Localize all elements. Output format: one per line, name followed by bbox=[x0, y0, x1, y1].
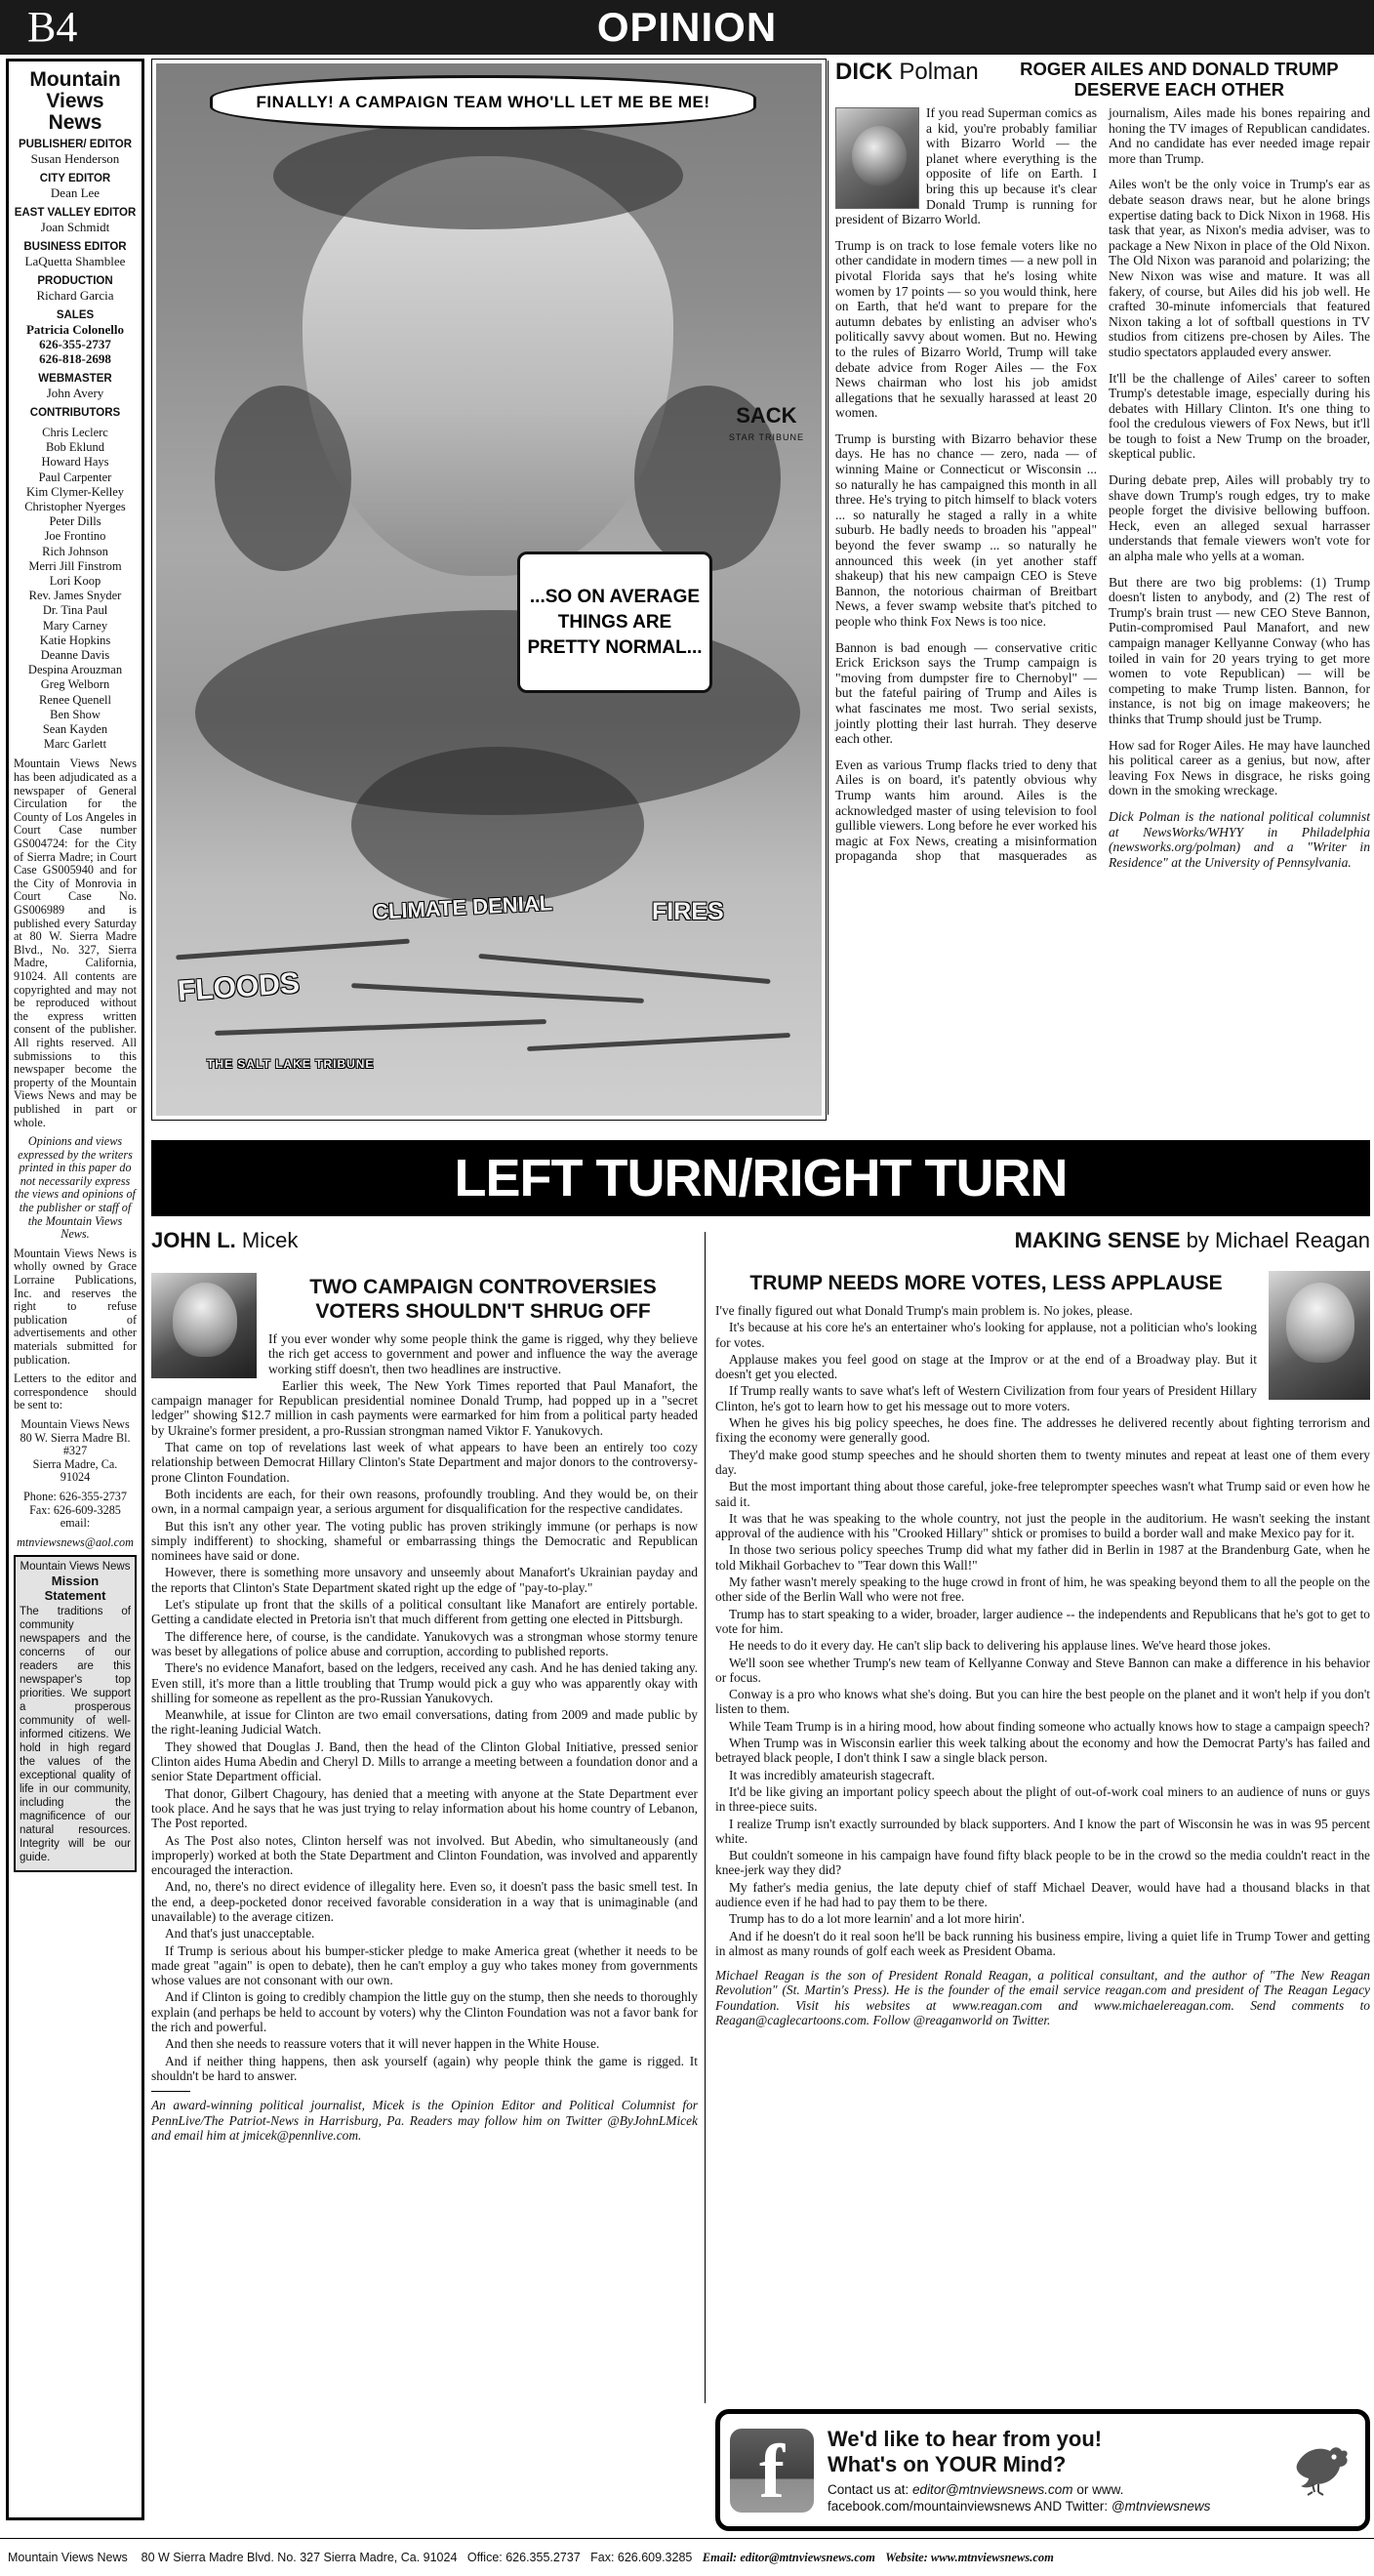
contributor-name: Marc Garlett bbox=[43, 737, 107, 752]
micek-paragraph: They showed that Douglas J. Band, then the head of the Clinton Global Initiative, pressed senior Clinton aides Huma Abedin and Cheryl D. Mills to arrange a meeting between a foundation donor and a senior State Department official. bbox=[151, 1738, 698, 1784]
staff-role: SALES bbox=[56, 309, 95, 321]
masthead-title bbox=[14, 69, 137, 134]
polman-headshot bbox=[835, 107, 919, 209]
micek-paragraph: And if Clinton is going to credibly champion the little guy on the stump, then she needs to thoroughly explain (and perhaps be held to account by voters) why the Clinton Foundation was not a favor bank for the rich and powerful. bbox=[151, 1989, 698, 2035]
reagan-paragraph: When he gives his big policy speeches, he does fine. The addresses he delivered recently about fighting terrorism and fixing the economy were generally good. bbox=[715, 1415, 1370, 1446]
reagan-paragraph: Applause makes you feel good on stage at the Improv or at the end of a Broadway play. But it doesn't get you elected. bbox=[715, 1351, 1257, 1382]
micek-paragraph: And that's just unacceptable. bbox=[165, 1926, 315, 1942]
masthead-title-line: Mountain bbox=[29, 68, 121, 91]
staff-name: Susan Henderson bbox=[30, 151, 120, 166]
staff-name: Dean Lee bbox=[50, 185, 101, 200]
editorial-cartoon-image bbox=[156, 63, 822, 1116]
contributor-name: Chris Leclerc bbox=[42, 426, 108, 439]
micek-paragraph: There's no evidence Manafort, based on the ledgers, received any cash. And he has denied taking any. Even still, it's more than a little troubling that Trump would pick a guy who was apparently okay with shilling for someone as repellent as the pro-Russian Yanukovych. bbox=[151, 1660, 698, 1705]
cartoon-speech-bubble-bottom: ...SO ON AVERAGE THINGS ARE PRETTY NORMAL... bbox=[517, 552, 712, 693]
polman-paragraph: If you read Superman comics as a kid, you're probably familiar with Bizarro World — the planet where everything is the opposite of life on Earth. I bring this up because it's clear Donald Trump is running for president of Bizarro World. bbox=[835, 105, 1097, 227]
column-divider bbox=[705, 1232, 706, 2403]
contributor-name: Christopher Nyerges bbox=[24, 500, 126, 514]
staff-name: John Avery bbox=[46, 386, 104, 400]
legal-ownership: Mountain Views News is wholly owned by Grace Lorraine Publications, Inc. and reserves the right to refuse publication of advertisements and other materials submitted for publication. bbox=[14, 1246, 137, 1367]
reagan-paragraph: My father wasn't merely speaking to the huge crowd in front of him, he was speaking beyond them to all the people on the other side of the Berlin Wall who were not free. bbox=[715, 1574, 1370, 1605]
polman-paragraph: Trump is on track to lose female voters like no other candidate in modern times — a new poll in pivotal Florida says that he's losing white women by 17 points — so you would think, here on Earth, that he'd want to prepare for the autumn debates by enlisting an adviser who's politically savvy about women. But no. Hewing to the rules of Bizarro World, Trump will take debate advice from Roger Ailes — the Fox News chairman who lost his job amidst allegations that he sexually harassed at least 20 women. bbox=[835, 237, 1097, 421]
staff-role: WEBMASTER bbox=[38, 373, 112, 385]
contributor-name: Rev. James Snyder bbox=[28, 589, 122, 603]
micek-tagline-rule bbox=[151, 2091, 190, 2092]
staff-list bbox=[14, 139, 137, 400]
micek-paragraph: Let's stipulate up front that the skills of a political consultant like Manafort are entirely portable. Getting a candidate elected in Pretoria isn't that much different from getting one elected in Pittsburgh. bbox=[151, 1597, 698, 1627]
reagan-paragraph: I've finally figured out what Donald Trump's main problem is. No jokes, please. bbox=[715, 1303, 1133, 1318]
reagan-paragraph: When Trump was in Wisconsin earlier this week talking about the economy and how the Democrat Party's has failed and betrayed black people, I don't think I saw a single black person. bbox=[715, 1736, 1370, 1766]
reagan-headline: TRUMP NEEDS MORE VOTES, LESS APPLAUSE bbox=[749, 1272, 1223, 1294]
facebook-icon[interactable] bbox=[730, 2429, 814, 2513]
editorial-cartoon-panel bbox=[151, 59, 827, 1121]
masthead-title-line: Views bbox=[46, 90, 104, 112]
feedback-text-wrap bbox=[828, 2427, 1277, 2515]
staff-name: LaQuetta Shamblee bbox=[24, 254, 126, 268]
reagan-paragraph: But the most important thing about those careful, joke-free teleprompter speeches wasn't what Trump said or even how he said it. bbox=[715, 1479, 1370, 1509]
contributor-name: Rich Johnson bbox=[42, 544, 108, 558]
mission-title-line1: Mountain Views News bbox=[20, 1561, 131, 1574]
footer-fax: Fax: 626.609.3285 bbox=[590, 2551, 693, 2564]
micek-paragraph: However, there is something more unsavory and unseemly about Manafort's Ukrainian payday and the reports that Clinton's State Department skated right up the edge of "pay-to-play." bbox=[151, 1565, 698, 1595]
contact-info: Phone: 626-355-2737 Fax: 626-609-3285 email: bbox=[23, 1489, 127, 1531]
reagan-paragraph: It's because at his core he's an entertainer who's looking for applause, not a politician who's looking for votes. bbox=[715, 1320, 1257, 1350]
micek-paragraph: As The Post also notes, Clinton herself was not involved. But Abedin, who simultaneously (and improperly) worked at both the State Department and Clinton Foundation, was involved and apparently encouraged the interaction. bbox=[151, 1832, 698, 1878]
contributor-name: Mary Carney bbox=[42, 618, 108, 633]
feedback-contact bbox=[828, 2481, 1277, 2515]
cartoon-label-fires: FIRES bbox=[652, 898, 724, 925]
contributor-name: Dr. Tina Paul bbox=[42, 603, 108, 618]
micek-tagline-wrap bbox=[151, 2098, 698, 2143]
contributor-name: Lori Koop bbox=[49, 574, 101, 589]
micek-paragraph: But this isn't any other year. The voting public has proven strikingly immune (or perhaps is now simply indifferent) to shocking, shameful or embarrassing things the Democratic and Republican nominees have said or done. bbox=[151, 1518, 698, 1564]
contributor-name: Renee Quenell bbox=[39, 692, 111, 707]
micek-paragraph: Earlier this week, The New York Times reported that Paul Manafort, the campaign manager for Republican presidential nominee Donald Trump, had popped up in a "secret ledger" showing $12.7 million in cash payments were earmarked for him from a political party headed by Ukraine's former president, a pro-Russian strongman named Viktor F. Yanukovych. bbox=[151, 1377, 698, 1438]
reagan-paragraph: We'll soon see whether Trump's new team of Kellyanne Conway and Steve Bannon can make a difference in his behavior or focus. bbox=[715, 1655, 1370, 1685]
micek-article-body bbox=[151, 1331, 698, 2083]
reagan-paragraph: It was incredibly amateurish stagecraft. bbox=[729, 1767, 935, 1782]
masthead-column bbox=[6, 59, 144, 2520]
micek-paragraph: That came on top of revelations last week of what appears to have been an entirely too cozy relationship between Democrat Hillary Clinton's State Department and major donors to the controversy-prone Clinton Foundation. bbox=[151, 1440, 698, 1485]
page-number: B4 bbox=[27, 3, 78, 51]
polman-paragraph: But there are two big problems: (1) Trump doesn't listen to anybody, and (2) The rest of Trump's brain trust — new CEO Steve Bannon, Putin-compromised Paul Manafort, and new campaign manager Kellyanne Conway (who has toiled in vain for 20 years trying to get more women to vote Republican) — will be competing to make Trump listen. Bannon, for instance, is not big on image makeovers; he thinks that Trump should just be Trump. bbox=[1109, 574, 1370, 726]
reagan-paragraph: My father's media genius, the late deputy chief of staff Michael Deaver, would have had a thousand blacks in that audience even if he had had to pay them to be there. bbox=[715, 1879, 1370, 1909]
reagan-paragraph: It was that he was speaking to the whole country, not just the people in the auditorium. He wasn't seeking the instant approval of the audience with his "Crooked Hillary" shtick or promises to build a border wall and make Mexico pay for it. bbox=[715, 1510, 1370, 1541]
reagan-headshot bbox=[1269, 1271, 1370, 1400]
micek-paragraph: Meanwhile, at issue for Clinton are two email conversations, dating from 2009 and made public by the right-leaning Judicial Watch. bbox=[151, 1707, 698, 1738]
footer-name: Mountain Views News bbox=[8, 2551, 128, 2564]
contributor-name: Ben Show bbox=[50, 707, 101, 721]
contributor-name: Despina Arouzman bbox=[27, 663, 123, 677]
reagan-column bbox=[715, 1228, 1370, 2516]
contributor-name: Peter Dills bbox=[49, 514, 101, 529]
contributor-name: Merri Jill Finstrom bbox=[28, 558, 122, 573]
micek-paragraph: And if neither thing happens, then ask yourself (again) why people think the game is rigged. It shouldn't be hard to answer. bbox=[151, 2053, 698, 2083]
cartoon-label-climate-denial: CLIMATE DENIAL bbox=[372, 890, 553, 924]
polman-byline bbox=[835, 59, 979, 85]
polman-paragraph: During debate prep, Ailes will probably try to shave down Trump's rough edges, try to make people forget the divisive bellowing buffoon. Heck, even an alleged sexual harrasser understands that female viewers won't vote for an alpha male who yells at a woman. bbox=[1109, 472, 1370, 564]
footer-address: 80 W Sierra Madre Blvd. No. 327 Sierra Madre, Ca. 91024 bbox=[141, 2551, 458, 2564]
contributor-name: Katie Hopkins bbox=[39, 633, 111, 647]
cartoon-speech-bubble-top: FINALLY! A CAMPAIGN TEAM WHO'LL LET ME BE ME! bbox=[210, 75, 756, 130]
polman-paragraph: Ailes won't be the only voice in Trump's ear as debate season draws near, but he alone brings expertise dating back to Dick Nixon in 1968. His task that year, as Nixon's media adviser, was to package a New Nixon in place of the Old Nixon. The Old Nixon was paranoid and polarizing; the New Nixon was wise and mature. It was all fakery, of course, but Ailes did his job well. He crafted 30-minute infomercials that featured Nixon taking a lot of softball questions in TV studios from citizens pre-chosen by Ailes. The studio spectators applauded every answer. bbox=[1109, 177, 1370, 359]
feedback-line1: We'd like to hear from you! bbox=[828, 2426, 1103, 2451]
staff-role: PUBLISHER/ EDITOR bbox=[18, 139, 133, 150]
staff-name: Richard Garcia bbox=[36, 288, 114, 303]
mission-statement-box bbox=[14, 1555, 137, 1872]
reagan-tagline: Michael Reagan is the son of President Ronald Reagan, a political consultant, and the author of "The New Reagan Revolution" (St. Martin's Press). He is the founder of the email service reagan.com and president of The Reagan Legacy Foundation. Visit his websites at www.reagan.com and www.michaelereagan.com. Send comments to Reagan@caglecartoons.com. Follow @reaganworld on Twitter. bbox=[715, 1968, 1370, 2028]
contributor-name: Paul Carpenter bbox=[38, 470, 112, 484]
legal-paragraph: Mountain Views News has been adjudicated as a newspaper of General Circulation for the County of Los Angeles in Court Case number GS004724: for the City of Sierra Madre; in Court Case GS005940 and for the City of Monrovia in Court Case No. GS006989 and is published every Saturday at 80 W. Sierra Madre Blvd., No. 327, Sierra Madre, California, 91024. All contents are copyrighted and may not be reproduced without the express written consent of the publisher. All rights reserved. All submissions to this newspaper become the property of the Mountain Views News and may be published in part or whole. bbox=[14, 756, 137, 1129]
micek-paragraph: If you ever wonder why some people think the game is rigged, why they believe the rich get access to government and power and influence the way the average working stiff doesn't, then two headlines are instructive. bbox=[268, 1331, 698, 1376]
staff-role: BUSINESS EDITOR bbox=[23, 241, 127, 253]
micek-paragraph: And, no, there's no direct evidence of illegality here. Even so, it doesn't pass the basic smell test. In the end, a deep-pocketed donor received favorable consideration in a way that is unimaginable (and unavailable) to the average citizen. bbox=[151, 1879, 698, 1924]
mission-body-text: The traditions of community newspapers and the concerns of our readers are this newspaper's top priorities. We support a prosperous community of well-informed citizens. We hold in high regard the values of the exceptional quality of life in our community, including the magnificence of our natural resources. Integrity will be our guide. bbox=[20, 1606, 131, 1864]
contributor-name: Howard Hays bbox=[41, 455, 109, 470]
footer-email[interactable]: Email: editor@mtnviewsnews.com bbox=[702, 2551, 875, 2564]
left-right-turn-banner: LEFT TURN/RIGHT TURN bbox=[151, 1140, 1370, 1216]
staff-name: Joan Schmidt bbox=[40, 220, 110, 234]
polman-article-body bbox=[835, 105, 1370, 1125]
contributor-name: Joe Frontino bbox=[44, 529, 106, 544]
polman-paragraph: Trump is bursting with Bizarro behavior these days. He has no chance — zero, nada — of winning Maine or Connecticut or Wisconsin ... so naturally he has campaigned this month in all three. He's trying to pitch himself to black voters ... so naturally he staged a rally in a white suburb. He badly needs to broaden his "appeal" beyond the fever swamp ... so naturally he announced this week (in yet another staff shakeup) that his new campaign CEO is Steve Bannon, the notorious chairman of Breitbart News, a fever swamp website that's pitched to people who think Fox News is too nice. bbox=[835, 430, 1097, 629]
cartoonist-signature: SACK STAR TRIBUNE bbox=[728, 403, 804, 442]
reagan-paragraph: Conway is a pro who knows what she's doing. But you can hire the best people on the planet and it won't help if you don't listen to them. bbox=[715, 1687, 1370, 1717]
feedback-contact-mid: or www. bbox=[1072, 2481, 1124, 2497]
page-footer bbox=[0, 2538, 1374, 2575]
staff-role: CITY EDITOR bbox=[39, 173, 111, 184]
polman-byline-last: Polman bbox=[899, 59, 979, 85]
micek-paragraph: And then she needs to reassure voters that it will never happen in the White House. bbox=[165, 2036, 600, 2052]
staff-role: PRODUCTION bbox=[37, 275, 113, 287]
micek-byline-first: JOHN L. bbox=[151, 1228, 236, 1252]
contributor-name: Greg Welborn bbox=[40, 677, 110, 692]
micek-headline: TWO CAMPAIGN CONTROVERSIES VOTERS SHOULDN'T SHRUG OFF bbox=[309, 1276, 657, 1323]
feedback-contact-email[interactable]: editor@mtnviewsnews.com bbox=[912, 2481, 1073, 2497]
legal-opinion-disclaimer: Opinions and views expressed by the writers printed in this paper do not necessarily express the views and opinions of the publisher or staff of the Mountain Views News. bbox=[15, 1134, 136, 1242]
polman-byline-row bbox=[835, 59, 1370, 100]
legal-letters: Letters to the editor and correspondence should be sent to: bbox=[14, 1371, 137, 1412]
polman-paragraph: Bannon is bad enough — conservative critic Erick Erickson says the Trump campaign is "moving from dumpster fire to Chernobyl" — but the fateful pairing of Trump and Ailes is what fascinates me most. Two serial sexists, jointly plotting their last hurrah. They deserve each other. bbox=[835, 639, 1097, 747]
polman-byline-first: DICK bbox=[835, 59, 893, 85]
reagan-paragraph: While Team Trump is in a hiring mood, how about finding someone who actually knows how to stage a campaign speech? bbox=[729, 1718, 1370, 1734]
contributors-label: CONTRIBUTORS bbox=[29, 407, 121, 419]
reagan-paragraph: He needs to do it every day. He can't slip back to delivering his applause lines. We've heard those jokes. bbox=[729, 1638, 1272, 1654]
legal-notice bbox=[14, 757, 137, 1549]
micek-paragraph: If Trump is serious about his bumper-sticker pledge to make America great (whether it needs to be made great "again" is open to debate), then he can't employ a guy who takes money from governments whose values are not consonant with our own. bbox=[151, 1942, 698, 1988]
feedback-contact-twitter[interactable]: @mtnviewsnews bbox=[1111, 2498, 1211, 2514]
reagan-paragraph: In those two serious policy speeches Trump did what my father did in Berlin in 1987 at the Brandenburg Gate, when he told Mikhail Gorbachev to "Tear down this Wall!" bbox=[715, 1542, 1370, 1573]
facebook-icon-glyph: f bbox=[759, 2428, 785, 2514]
cartoon-credit-line: THE SALT LAKE TRIBUNE bbox=[207, 1057, 375, 1071]
reagan-article-body bbox=[715, 1303, 1370, 1958]
micek-headshot bbox=[151, 1273, 257, 1378]
micek-paragraph: The difference here, of course, is the candidate. Yanukovych was a strongman whose stormy tenure was beset by allegations of police abuse and corruption, according to published reports. bbox=[151, 1628, 698, 1658]
micek-byline-last: Micek bbox=[241, 1228, 299, 1252]
reagan-tagline-wrap bbox=[715, 1968, 1370, 2027]
contributors-list bbox=[14, 426, 137, 752]
footer-website[interactable]: Website: www.mtnviewsnews.com bbox=[885, 2551, 1054, 2564]
contributor-name: Deanne Davis bbox=[40, 648, 110, 663]
mailing-address: Mountain Views News 80 W. Sierra Madre Bl. #327 Sierra Madre, Ca. 91024 bbox=[20, 1416, 131, 1485]
polman-paragraph: It'll be the challenge of Ailes' career to soften Trump's detestable image, especially during his debates with Hillary Clinton. It's one thing to fool the credulous viewers of Fox News, but it'll be tough to foist a New Trump on the broader, skeptical public. bbox=[1109, 370, 1370, 462]
reagan-paragraph: And if he doesn't do it real soon he'll be back running his business empire, living a quiet life in Trump Tower and getting in almost as many rounds of golf each week as President Obama. bbox=[715, 1928, 1370, 1958]
reagan-paragraph: If Trump really wants to save what's left of Western Civilization from four years of President Hillary Clinton, he's got to learn how to get his message out to more voters. bbox=[715, 1383, 1257, 1413]
mission-title-line2: Mission Statement bbox=[44, 1574, 106, 1604]
micek-tagline: An award-winning political journalist, Micek is the Opinion Editor and Political Columnist for PennLive/The Patriot-News in Harrisburg, Pa. Readers may follow him on Twitter @ByJohnLMicek and email him at jmicek@pennlive.com. bbox=[151, 2098, 698, 2143]
reagan-paragraph: I realize Trump isn't exactly surrounded by black supporters. And I know the part of Wisconsin he was in was 95 percent white. bbox=[715, 1816, 1370, 1846]
page-top-banner bbox=[0, 0, 1374, 55]
reagan-paragraph: Trump has to do a lot more learnin' and a lot more hirin'. bbox=[729, 1911, 1025, 1927]
reagan-paragraph: But couldn't someone in his campaign have found fifty black people to be in the crowd so the media couldn't react in the knee-jerk way they did? bbox=[715, 1848, 1370, 1878]
contributor-name: Kim Clymer-Kelley bbox=[25, 484, 125, 499]
reagan-byline-label: MAKING SENSE bbox=[1014, 1228, 1181, 1252]
twitter-bird-icon bbox=[1285, 2435, 1355, 2506]
contributor-name: Bob Eklund bbox=[45, 440, 105, 455]
feedback-callout-box[interactable] bbox=[715, 2409, 1370, 2531]
feedback-line2: What's on YOUR Mind? bbox=[828, 2451, 1067, 2476]
polman-headline: ROGER AILES AND DONALD TRUMP DESERVE EACH OTHER bbox=[1020, 59, 1339, 100]
reagan-paragraph: It'd be like giving an important policy speech about the plight of out-of-work coal miners to an audience of nuns or guys in three-piece suits. bbox=[715, 1783, 1370, 1815]
micek-paragraph: That donor, Gilbert Chagoury, has denied that a meeting with anyone at the State Department ever took place. And he says that he was just trying to relay information about his home country of Lebanon, The Post reported. bbox=[151, 1785, 698, 1831]
polman-column bbox=[835, 59, 1370, 1121]
footer-office: Office: 626.355.2737 bbox=[466, 2551, 581, 2564]
micek-paragraph: Both incidents are each, for their own reasons, profoundly troubling. And they would be, on their own, in a normal campaign year, a serious argument for disqualification for the respective candidates. bbox=[151, 1486, 698, 1517]
reagan-paragraph: Trump has to start speaking to a wider, broader, larger audience -- the independents and Republicans that he's got to get to vote for him. bbox=[715, 1606, 1370, 1636]
staff-role: EAST VALLEY EDITOR bbox=[14, 207, 137, 219]
polman-paragraph: Even as various Trump flacks tried to deny that Ailes is on board, it's patently obvious why Trump wants him around. Ailes is the acknowledged master of using television to fool gullible viewers. Long before he ever worked his magic at Fox News, creating a misinformation propaganda shop that masquerades as journalism, Ailes made his bones repairing and honing the TV images of Republican candidates. And no candidate has ever needed image repair more than Trump. bbox=[835, 105, 1370, 864]
polman-paragraph: How sad for Roger Ailes. He may have launched his political career as a genius, but now, after leaving Fox News in disgrace, he risks going down in the smoking wreckage. bbox=[1109, 737, 1370, 798]
contributor-name: Sean Kayden bbox=[42, 722, 108, 737]
reagan-paragraph: They'd make good stump speeches and he should shorten them to twenty minutes and repeat at least one of them every day. bbox=[715, 1447, 1370, 1477]
reagan-byline bbox=[715, 1228, 1370, 1253]
staff-name: Patricia Colonello 626-355-2737 626-818-2698 bbox=[25, 322, 124, 366]
feedback-contact-prefix: Contact us at: bbox=[828, 2481, 913, 2497]
cartoon-label-floods: FLOODS bbox=[176, 966, 301, 1008]
micek-byline bbox=[151, 1228, 698, 1253]
section-title: OPINION bbox=[596, 4, 778, 50]
feedback-contact-facebook[interactable]: facebook.com/mountainviewsnews AND Twitter: bbox=[828, 2498, 1111, 2514]
reagan-byline-author: by Michael Reagan bbox=[1186, 1228, 1370, 1252]
micek-column bbox=[151, 1228, 698, 2516]
masthead-title-line: News bbox=[48, 111, 102, 134]
polman-tagline: Dick Polman is the national political columnist at NewsWorks/WHYY in Philadelphia (newsworks.org/polman) and a "Writer in Residence" at the University of Pennsylvania. bbox=[1109, 808, 1370, 870]
contact-email: mtnviewsnews@aol.com bbox=[17, 1534, 134, 1549]
